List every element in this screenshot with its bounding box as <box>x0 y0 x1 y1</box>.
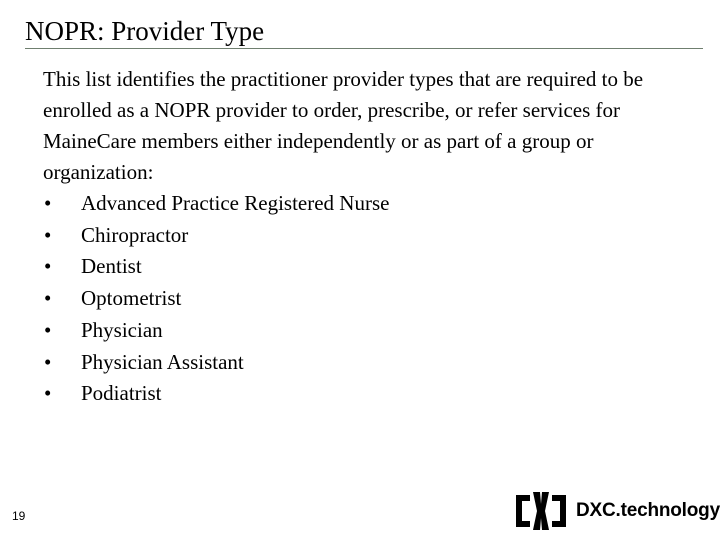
list-item <box>43 347 389 379</box>
list-item <box>43 251 389 283</box>
dxc-logo <box>516 492 720 530</box>
list-item <box>43 315 389 347</box>
list-item <box>43 378 389 410</box>
dxc-logo-icon <box>516 492 566 530</box>
logo-text: DXC.technology <box>576 500 720 521</box>
provider-type-label: Dentist <box>81 254 142 279</box>
list-item <box>43 188 389 220</box>
bullet-icon: • <box>44 286 52 311</box>
provider-type-list <box>43 188 389 410</box>
title-divider <box>25 48 703 49</box>
bullet-icon: • <box>44 254 52 279</box>
bullet-icon: • <box>44 349 52 374</box>
provider-type-label: Physician <box>81 317 163 342</box>
bullet-icon: • <box>44 222 52 247</box>
page-number: 19 <box>12 509 26 523</box>
provider-type-label: Chiropractor <box>81 222 189 247</box>
provider-type-label: Optometrist <box>81 286 182 311</box>
provider-type-label: Podiatrist <box>81 381 162 406</box>
bullet-icon: • <box>44 317 52 342</box>
bullet-icon: • <box>44 381 52 406</box>
slide-title: NOPR: Provider Type <box>25 16 265 46</box>
list-item <box>43 220 389 252</box>
list-item <box>43 283 389 315</box>
bullet-icon: • <box>44 191 52 215</box>
provider-type-label: Physician Assistant <box>81 349 244 374</box>
provider-type-label: Advanced Practice Registered Nurse <box>81 191 390 215</box>
intro-paragraph: This list identifies the practitioner provider types that are required to be enrolled as a NOPR provider to order, prescribe, or refer services for MaineCare members either independently or as part of a group or organization: <box>43 67 644 184</box>
